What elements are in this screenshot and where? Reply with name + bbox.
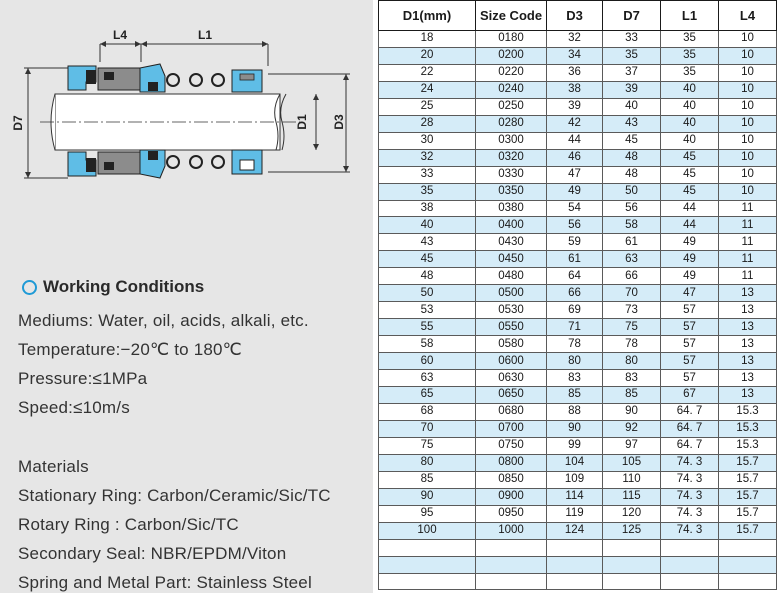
d1-label: D1 [295,114,309,130]
table-cell [603,556,661,573]
table-cell: 0580 [476,336,547,353]
table-cell: 10 [719,166,777,183]
table-cell: 47 [661,285,719,302]
table-cell: 45 [603,132,661,149]
table-cell: 64 [547,268,603,285]
table-cell: 0220 [476,64,547,81]
table-cell: 38 [379,200,476,217]
table-cell: 74. 3 [661,505,719,522]
table-row [379,539,777,556]
table-cell: 56 [547,217,603,234]
table-cell: 78 [547,336,603,353]
table-cell: 39 [603,81,661,98]
table-row [379,319,777,336]
table-cell: 13 [719,370,777,387]
mediums-line: Mediums: Water, oil, acids, alkali, etc. [18,311,309,330]
materials-heading: Materials [18,457,89,476]
table-row [379,47,777,64]
table-cell: 24 [379,81,476,98]
table-cell: 64. 7 [661,420,719,437]
table-cell: 95 [379,505,476,522]
table-cell [603,539,661,556]
table-cell: 40 [603,98,661,115]
seal-upper [68,64,262,92]
table-cell: 73 [603,302,661,319]
table-cell: 67 [661,387,719,404]
table-cell: 115 [603,488,661,505]
table-cell: 10 [719,81,777,98]
pressure-line: Pressure:≤1MPa [18,369,148,388]
table-cell: 49 [661,268,719,285]
table-cell: 35 [661,31,719,48]
table-cell: 42 [547,115,603,132]
table-row [379,522,777,539]
left-panel [0,0,373,593]
table-cell: 43 [603,115,661,132]
table-row [379,251,777,268]
table-cell: 0900 [476,488,547,505]
table-cell: 40 [379,217,476,234]
table-cell: 36 [547,64,603,81]
table-cell: 15.3 [719,403,777,420]
table-cell: 0500 [476,285,547,302]
table-cell: 61 [547,251,603,268]
table-cell [661,573,719,590]
table-cell: 0650 [476,387,547,404]
column-header: D1(mm) [379,1,476,31]
seal-lower [68,150,262,178]
table-cell: 15.7 [719,505,777,522]
table-cell: 44 [547,132,603,149]
table-row [379,454,777,471]
table-cell: 11 [719,234,777,251]
table-cell: 58 [379,336,476,353]
table-cell: 80 [547,353,603,370]
table-cell [476,556,547,573]
table-cell: 40 [661,132,719,149]
table-header-row [379,1,777,31]
table-row [379,302,777,319]
table-cell [661,556,719,573]
table-cell: 47 [547,166,603,183]
table-cell: 15.7 [719,454,777,471]
table-cell: 57 [661,319,719,336]
table-row [379,471,777,488]
table-cell [719,573,777,590]
table-cell: 110 [603,471,661,488]
table-cell: 0400 [476,217,547,234]
table-cell: 43 [379,234,476,251]
table-cell: 13 [719,285,777,302]
table-cell: 45 [661,149,719,166]
table-cell: 22 [379,64,476,81]
table-row [379,64,777,81]
table-cell: 0630 [476,370,547,387]
table-row [379,403,777,420]
table-cell: 50 [379,285,476,302]
table-cell: 64. 7 [661,403,719,420]
table-cell [719,539,777,556]
table-cell: 13 [719,302,777,319]
table-row [379,488,777,505]
secondary-seal-line: Secondary Seal: NBR/EPDM/Viton [18,544,287,563]
column-header: Size Code [476,1,547,31]
table-cell [379,573,476,590]
table-cell: 0850 [476,471,547,488]
table-row [379,353,777,370]
table-row [379,98,777,115]
table-cell: 45 [379,251,476,268]
column-header: D3 [547,1,603,31]
table-cell: 32 [547,31,603,48]
table-cell: 13 [719,353,777,370]
table-cell: 30 [379,132,476,149]
table-cell: 0680 [476,403,547,420]
table-cell [547,573,603,590]
table-cell: 85 [603,387,661,404]
table-cell: 0380 [476,200,547,217]
table-cell: 10 [719,31,777,48]
circle-bullet-icon [22,280,37,295]
table-cell: 70 [379,420,476,437]
table-cell: 0430 [476,234,547,251]
table-cell: 57 [661,370,719,387]
table-cell: 33 [603,31,661,48]
table-cell: 15.7 [719,488,777,505]
table-cell: 90 [547,420,603,437]
table-cell: 49 [547,183,603,200]
table-cell: 28 [379,115,476,132]
table-cell: 0480 [476,268,547,285]
table-cell: 40 [661,81,719,98]
table-cell: 0330 [476,166,547,183]
table-cell: 75 [603,319,661,336]
column-header: D7 [603,1,661,31]
stationary-ring-line: Stationary Ring: Carbon/Ceramic/Sic/TC [18,486,331,505]
table-cell: 58 [603,217,661,234]
table-cell: 85 [547,387,603,404]
table-cell: 49 [661,251,719,268]
table-row [379,200,777,217]
table-cell: 80 [603,353,661,370]
table-cell: 37 [603,64,661,81]
table-cell: 55 [379,319,476,336]
table-cell: 57 [661,302,719,319]
table-cell [379,556,476,573]
table-row [379,234,777,251]
table-cell: 75 [379,437,476,454]
shaft [40,94,300,150]
table-cell: 61 [603,234,661,251]
table-cell: 71 [547,319,603,336]
table-cell: 114 [547,488,603,505]
table-cell: 13 [719,387,777,404]
table-cell: 74. 3 [661,522,719,539]
temperature-line: Temperature:−20℃ to 180℃ [18,340,242,359]
table-cell: 66 [603,268,661,285]
table-cell: 45 [661,183,719,200]
table-row [379,268,777,285]
table-cell: 40 [661,98,719,115]
table-cell: 0350 [476,183,547,200]
table-row [379,387,777,404]
table-cell: 0240 [476,81,547,98]
table-cell: 15.7 [719,522,777,539]
table-cell: 40 [661,115,719,132]
table-cell: 0800 [476,454,547,471]
table-cell [603,573,661,590]
table-cell: 0550 [476,319,547,336]
table-cell: 0950 [476,505,547,522]
table-cell: 48 [379,268,476,285]
table-cell: 97 [603,437,661,454]
table-cell [476,573,547,590]
table-cell: 38 [547,81,603,98]
table-cell: 15.7 [719,471,777,488]
table-cell: 48 [603,149,661,166]
table-cell: 35 [603,47,661,64]
table-cell: 56 [603,200,661,217]
table-cell: 66 [547,285,603,302]
table-row [379,370,777,387]
table-cell: 0700 [476,420,547,437]
table-cell: 78 [603,336,661,353]
table-cell: 10 [719,183,777,200]
table-cell: 10 [719,132,777,149]
table-cell: 54 [547,200,603,217]
table-cell: 69 [547,302,603,319]
table-cell: 44 [661,200,719,217]
size-table [378,0,777,590]
table-row [379,149,777,166]
table-cell: 119 [547,505,603,522]
table-row [379,166,777,183]
table-cell: 92 [603,420,661,437]
table-cell: 0530 [476,302,547,319]
table-cell: 50 [603,183,661,200]
table-cell: 0180 [476,31,547,48]
table-row [379,336,777,353]
table-cell: 20 [379,47,476,64]
table-row [379,31,777,48]
table-cell: 44 [661,217,719,234]
table-cell: 90 [379,488,476,505]
table-row [379,556,777,573]
table-cell: 10 [719,115,777,132]
table-cell: 57 [661,353,719,370]
seal-cross-section-diagram [0,0,373,260]
table-cell: 63 [379,370,476,387]
working-conditions-heading [22,276,204,298]
table-cell: 11 [719,200,777,217]
table-cell: 63 [603,251,661,268]
rotary-ring-line: Rotary Ring : Carbon/Sic/TC [18,515,239,534]
table-cell: 64. 7 [661,437,719,454]
table-cell: 11 [719,251,777,268]
table-cell: 1000 [476,522,547,539]
table-cell: 68 [379,403,476,420]
table-cell: 105 [603,454,661,471]
table-cell: 33 [379,166,476,183]
table-row [379,115,777,132]
working-conditions-title: Working Conditions [43,277,205,296]
table-cell: 15.3 [719,420,777,437]
table-cell: 0280 [476,115,547,132]
table-cell: 35 [661,47,719,64]
table-cell: 83 [547,370,603,387]
table-cell: 0320 [476,149,547,166]
table-cell: 45 [661,166,719,183]
table-cell: 104 [547,454,603,471]
table-row [379,437,777,454]
table-cell: 13 [719,319,777,336]
d7-label: D7 [11,115,25,131]
table-cell [547,556,603,573]
column-header: L4 [719,1,777,31]
table-cell: 0200 [476,47,547,64]
table-cell [719,556,777,573]
table-cell: 120 [603,505,661,522]
table-cell: 90 [603,403,661,420]
table-cell [379,539,476,556]
table-cell: 10 [719,47,777,64]
table-cell: 10 [719,64,777,81]
table-cell: 74. 3 [661,471,719,488]
table-cell: 35 [661,64,719,81]
table-cell: 70 [603,285,661,302]
table-cell: 15.3 [719,437,777,454]
table-cell: 11 [719,268,777,285]
table-cell: 74. 3 [661,454,719,471]
table-cell: 25 [379,98,476,115]
table-row [379,573,777,590]
table-cell: 11 [719,217,777,234]
table-cell: 0250 [476,98,547,115]
table-cell: 85 [379,471,476,488]
table-row [379,505,777,522]
table-cell: 125 [603,522,661,539]
l1-label: L1 [197,28,213,42]
table-cell: 0300 [476,132,547,149]
table-cell: 13 [719,336,777,353]
table-cell: 88 [547,403,603,420]
table-cell: 10 [719,98,777,115]
table-cell: 0450 [476,251,547,268]
l4-label: L4 [112,28,128,42]
table-row [379,420,777,437]
table-cell: 124 [547,522,603,539]
table-row [379,183,777,200]
table-cell: 34 [547,47,603,64]
table-row [379,81,777,98]
table-row [379,285,777,302]
table-cell: 65 [379,387,476,404]
table-cell: 80 [379,454,476,471]
table-cell: 60 [379,353,476,370]
table-cell: 99 [547,437,603,454]
table-cell [547,539,603,556]
table-cell: 35 [379,183,476,200]
dimension-top [100,44,268,66]
table-cell: 46 [547,149,603,166]
table-cell: 0750 [476,437,547,454]
table-cell: 18 [379,31,476,48]
table-cell [661,539,719,556]
table-cell: 59 [547,234,603,251]
table-cell: 39 [547,98,603,115]
table-cell: 109 [547,471,603,488]
table-cell: 57 [661,336,719,353]
table-cell: 74. 3 [661,488,719,505]
table-cell: 32 [379,149,476,166]
spring-metal-line: Spring and Metal Part: Stainless Steel [18,573,312,592]
speed-line: Speed:≤10m/s [18,398,130,417]
table-cell: 10 [719,149,777,166]
table-cell: 49 [661,234,719,251]
table-row [379,217,777,234]
table-cell: 0600 [476,353,547,370]
table-cell: 100 [379,522,476,539]
size-table-container [378,0,779,593]
table-cell: 48 [603,166,661,183]
d3-label: D3 [332,114,346,130]
table-cell: 83 [603,370,661,387]
table-row [379,132,777,149]
table-cell [476,539,547,556]
table-cell: 53 [379,302,476,319]
column-header: L1 [661,1,719,31]
